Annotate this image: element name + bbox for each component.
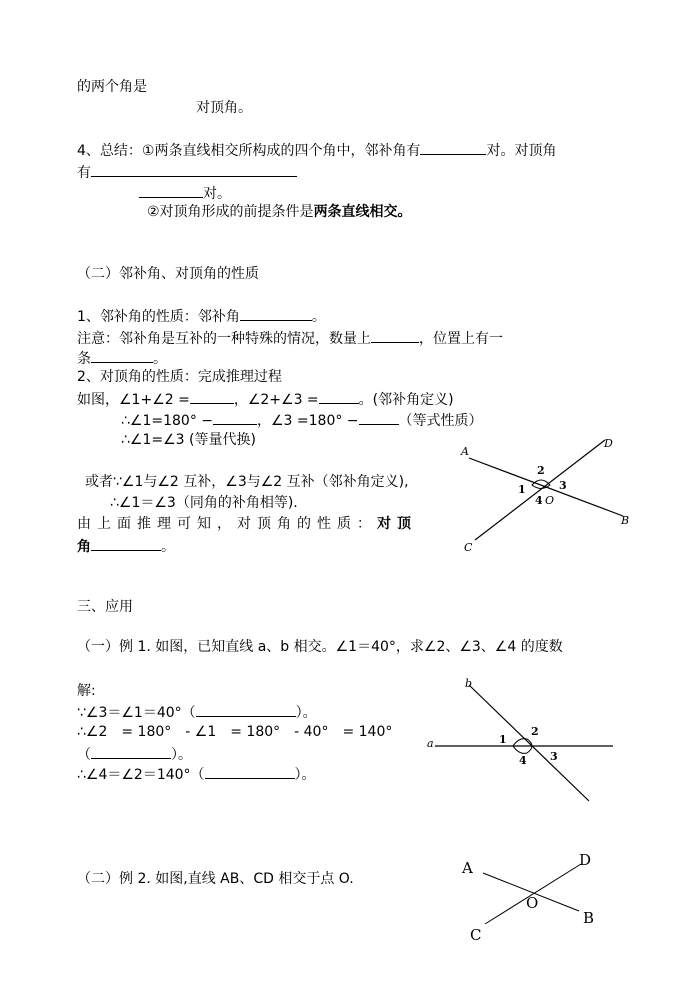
angle-label: 4 xyxy=(535,494,543,507)
text-line: 对。 xyxy=(139,183,231,203)
angle-label: 4 xyxy=(519,754,527,767)
text-line: 由上面推理可知，对顶角的性质：对顶 xyxy=(77,516,417,532)
angle-label: 3 xyxy=(550,750,558,763)
blank[interactable] xyxy=(205,764,295,779)
text-line: ∴∠2 = 180° - ∠1 = 180° - 40° = 140° xyxy=(77,724,393,740)
section-heading: 三、应用 xyxy=(77,599,133,615)
point-label: C xyxy=(470,926,482,944)
point-label: O xyxy=(526,894,539,912)
text-line: 如图，∠1+∠2 = ，∠2+∠3 = 。(邻补角定义) xyxy=(77,389,454,409)
blank[interactable] xyxy=(420,140,486,155)
blank[interactable] xyxy=(91,744,171,759)
blank[interactable] xyxy=(359,410,399,425)
text-line: ∴∠1=∠3 (等量代换) xyxy=(121,432,256,448)
line-label: b xyxy=(465,677,473,690)
text-line: 注意：邻补角是互补的一种特殊的情况，数量上 ，位置上有一 xyxy=(77,328,503,348)
text-line: ∴∠1=180° − ，∠3 =180° − （等式性质） xyxy=(121,410,483,430)
text-line: 4、总结：①两条直线相交所构成的四个角中，邻补角有 对。对顶角 xyxy=(77,140,556,160)
text-line: 角 。 xyxy=(77,536,175,556)
point-label: D xyxy=(604,437,613,450)
text-line: ∴∠4＝∠2＝140°（ ）。 xyxy=(77,764,316,784)
angle-label: 2 xyxy=(531,725,539,738)
text-line: （二）例 2. 如图,直线 AB、CD 相交于点 O. xyxy=(77,871,354,887)
text-line: 对顶角。 xyxy=(196,100,252,116)
point-label: B xyxy=(583,909,595,927)
figure-lines-ab-cd-o xyxy=(455,848,605,948)
text-line: 或者∵∠1与∠2 互补，∠3与∠2 互补（邻补角定义), xyxy=(85,474,409,490)
text-line: 1、邻补角的性质：邻补角 。 xyxy=(77,306,326,326)
text-line: ②对顶角形成的前提条件是两条直线相交。 xyxy=(147,204,412,220)
blank[interactable] xyxy=(371,328,419,343)
text-line: 解: xyxy=(77,683,96,699)
text-line: （ ）。 xyxy=(77,744,192,764)
text-line: （一）例 1. 如图，已知直线 a、b 相交。∠1＝40°，求∠2、∠3、∠4 的度数 xyxy=(77,639,563,655)
blank[interactable] xyxy=(190,389,234,404)
angle-label: 2 xyxy=(537,464,545,477)
blank[interactable] xyxy=(91,348,153,363)
blank[interactable] xyxy=(240,306,312,321)
section-heading: （二）邻补角、对顶角的性质 xyxy=(77,266,259,282)
text-line: 的两个角是 xyxy=(77,79,147,95)
point-label: A xyxy=(462,859,473,877)
point-label: B xyxy=(621,514,630,527)
point-label: A xyxy=(461,445,469,458)
figure-intersecting-lines-ab-cd xyxy=(455,430,635,555)
line-label: a xyxy=(427,737,434,750)
text-line: 2、对顶角的性质：完成推理过程 xyxy=(77,369,282,385)
blank[interactable] xyxy=(91,536,161,551)
blank[interactable] xyxy=(91,162,297,177)
angle-label: 1 xyxy=(518,483,526,496)
blank[interactable] xyxy=(319,389,359,404)
text-line: 条 。 xyxy=(77,348,167,368)
blank[interactable] xyxy=(196,702,296,717)
figure-lines-a-b xyxy=(423,673,618,808)
text-line: ∴∠1＝∠3（同角的补角相等). xyxy=(110,495,298,511)
angle-label: 1 xyxy=(499,733,507,746)
angle-label: 3 xyxy=(559,479,567,492)
blank[interactable] xyxy=(139,183,203,198)
blank[interactable] xyxy=(213,410,257,425)
text-line: ∵∠3＝∠1＝40°（ ）。 xyxy=(77,702,317,722)
text-line: 有 xyxy=(77,162,297,182)
point-label: C xyxy=(464,541,473,554)
point-label: O xyxy=(545,494,555,507)
point-label: D xyxy=(579,851,592,869)
